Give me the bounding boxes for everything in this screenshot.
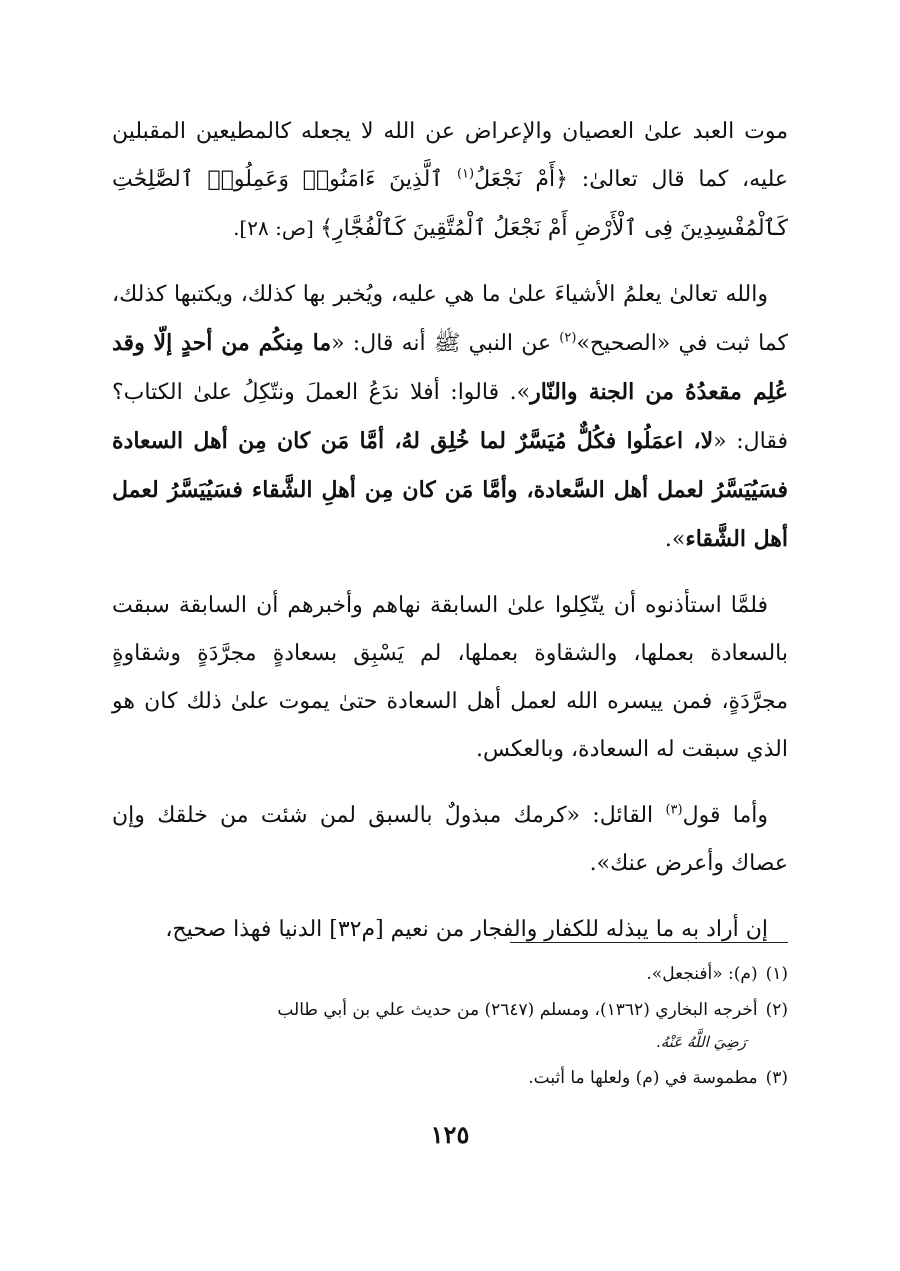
footnote-number: (٢) <box>765 1000 788 1020</box>
footnote-divider <box>510 942 788 943</box>
footnote-1 <box>112 958 788 990</box>
footnotes <box>112 958 788 1098</box>
paragraph-text: عن النبي ﷺ أنه قال: « <box>331 331 560 356</box>
paragraph-4 <box>112 792 788 888</box>
paragraph-text: ». <box>664 527 686 552</box>
footnote-2 <box>112 994 788 1058</box>
paragraph-1 <box>112 108 788 253</box>
hadith-text-1: ما مِنكُم من أحدٍ إلّا وقد عُلِم مقعدُهُ من الجنة والنّار <box>112 330 789 405</box>
hadith-text-2: لا، اعمَلُوا فكُلٌّ مُيَسَّرٌ لما خُلِق لهُ، أمَّا مَن كان مِن أهل السعادة فسَيُيَسَّرُ لعمل أهل السَّعادة، وأمَّا مَن كان مِن أهلِ الشَّقاء فسَيُيَسَّرُ لعمل أهل الشَّقاء <box>112 428 788 552</box>
footnote-marker-1: (١) <box>456 166 475 182</box>
page-number: ١٢٥ <box>430 1120 470 1149</box>
verse-reference: [ص: ٢٨]. <box>233 216 321 240</box>
quran-verse: ﴿أَمْ نَجْعَلُ <box>474 167 569 192</box>
footnote-number: (٣) <box>765 1068 788 1088</box>
paragraph-5 <box>112 906 788 954</box>
paragraph-text: موت العبد علىٰ العصيان والإعراض عن الله لا يجعله كالمطيعين المقبلين عليه، كما قال تعالىٰ: <box>112 119 788 192</box>
paragraph-text: والله تعالىٰ يعلمُ الأشياءَ علىٰ ما هي عليه، ويُخبر بها كذلك، ويكتبها كذلك، كما ثبت في «الصحيح» <box>112 282 788 356</box>
footnote-text: أخرجه البخاري (١٣٦٢)، ومسلم (٢٦٤٧) من حديث علي بن أبي طالب <box>277 1000 758 1020</box>
footnote-marker-2: (٢) <box>559 330 577 346</box>
paragraph-3 <box>112 582 788 774</box>
footnote-number: (١) <box>765 964 788 984</box>
paragraph-2 <box>112 271 788 564</box>
paragraph-text: ». قالوا: أفلا ندَعُ العملَ ونتّكِلُ علىٰ الكتاب؟ فقال: « <box>112 380 788 454</box>
footnote-3 <box>112 1062 788 1094</box>
paragraph-text: وأما قول <box>682 803 768 828</box>
honorific: رَضِيَ اللَّهُ عَنْهُ. <box>655 1033 746 1051</box>
quran-verse-continued: ٱلَّذِينَ ءَامَنُوا۟ وَعَمِلُوا۟ ٱلصَّٰلِحَٰتِ كَٱلْمُفْسِدِينَ فِى ٱلْأَرْضِ أَمْ نَجْعَلُ ٱلْمُتَّقِينَ كَٱلْفُجَّارِ﴾ <box>112 167 788 241</box>
main-text <box>112 108 788 972</box>
footnote-text: (م): «أفنجعل». <box>646 964 758 984</box>
paragraph-text: إن أراد به ما يبذله للكفار والفجار من نعيم [م٣٢] الدنيا فهذا صحيح، <box>165 917 768 942</box>
footnote-marker-3: (٣) <box>665 802 683 818</box>
paragraph-text: القائل: «كرمك مبذولٌ بالسبق لمن شئت من خلقك وإن عصاك وأعرض عنك». <box>112 803 788 876</box>
footnote-text: مطموسة في (م) ولعلها ما أثبت. <box>528 1068 758 1088</box>
paragraph-text: فلمَّا استأذنوه أن يتّكِلوا علىٰ السابقة نهاهم وأخبرهم أن السابقة سبقت بالسعادة بعملها، والشقاوة بعملها، لم يَسْبِق بسعادةٍ مجرَّدَةٍ وشقاوةٍ مجرَّدَةٍ، فمن ييسره الله لعمل أهل السعادة حتىٰ يموت علىٰ ذلك كان هو الذي سبقت له السعادة، وبالعكس. <box>112 593 788 762</box>
